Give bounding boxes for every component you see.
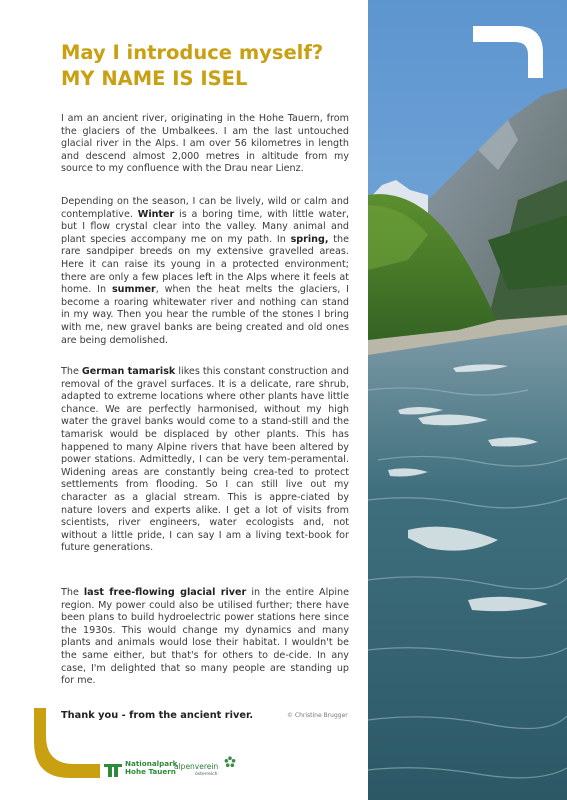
edelweiss-icon bbox=[224, 756, 236, 768]
bold-spring: spring, bbox=[290, 233, 329, 245]
text-run: is a boring time, with little water, but I flow crystal clear into the valley. Many animal and plant species accompany me on my path. In bbox=[61, 208, 350, 245]
bold-tamarisk: German tamarisk bbox=[81, 366, 176, 377]
river-photo-illustration bbox=[368, 0, 567, 800]
title-line-2: MY NAME IS ISEL bbox=[61, 67, 248, 90]
photo-credit: © Christine Brugger bbox=[287, 712, 348, 719]
page-title bbox=[61, 40, 361, 92]
text-run: the rare sandpiper breeds on my extensive gravelled areas. Here it can raise its young in a protected environment; there are only a few places left in the Alps where it feels at home. In bbox=[61, 233, 349, 296]
bold-summer: summer bbox=[111, 284, 156, 296]
river-photo bbox=[368, 0, 567, 800]
text-run: in the entire Alpine region. My power could also be utilised further; there have been plans to build hydroelectric power stations here since the 1930s. This would change my dynamics and many plants and animals would lose their habitat. I wouldn't be the same either, but that's for others to de-cide. In any case, I'm delighted that so many people are standing up for me. bbox=[61, 587, 349, 687]
text-run: The bbox=[61, 587, 84, 598]
title-line-1: May I introduce myself? bbox=[61, 41, 324, 64]
paragraph-glacial-river bbox=[61, 587, 349, 688]
closing-line: Thank you - from the ancient river. bbox=[61, 710, 254, 721]
text-run: , when the heat melts the glaciers, I become a roaring whitewater river and nothing can stand in my way. Then you hear the rumble of the stones I bring with me, new gravel banks are being created and old ones are being demolished. bbox=[61, 284, 349, 346]
bold-winter: Winter bbox=[137, 208, 175, 220]
alpenverein-logo-sub: österreich bbox=[195, 772, 218, 777]
text-run: The bbox=[61, 366, 82, 377]
text-run: likes this constant construction and removal of the gravel surfaces. It is a delicate, rare shrub, adapted to extreme locations where other plants have little chance. We are perfectly harmonised, without my high water the gravel banks would come to a stand-still and the tamarisk would be displaced by other plants. This has happened to many Alpine rivers that have been altered by power stations. Admittedly, I can be very tem-peramental. Widening areas are constantly being crea-ted to protect settlements from flooding. So I can still live out my character as a glacial stream. This is appre-ciated by nature lovers and experts alike. I get a lot of visits from scientists, river engineers, water ecologists and, not without a little pride, I can say I am a living text-book for future generations. bbox=[61, 366, 349, 554]
alpenverein-logo-name: alpenverein bbox=[174, 762, 219, 771]
nationalpark-logo-line-1: Nationalpark bbox=[125, 759, 178, 768]
alpenverein-logo bbox=[174, 756, 244, 782]
paragraph-intro: I am an ancient river, originating in the Hohe Tauern, from the glaciers of the Umbalkees. I am the last untouched glacial river in the Alps. I am over 56 kilometres in length and descend almost 2,000 metres in altitude from my source to my confluence with the Drau near Lienz. bbox=[61, 113, 349, 175]
nationalpark-logo-icon bbox=[104, 761, 122, 777]
paragraph-tamarisk bbox=[61, 366, 349, 555]
corner-bracket-icon bbox=[0, 708, 100, 778]
bold-glacial-river: last free-flowing glacial river bbox=[83, 587, 247, 598]
text-run: Depending on the season, I can be lively, wild or calm and contemplative. bbox=[61, 196, 349, 220]
paragraph-seasons bbox=[61, 196, 349, 347]
nationalpark-logo-line-2: Hohe Tauern bbox=[125, 767, 176, 777]
